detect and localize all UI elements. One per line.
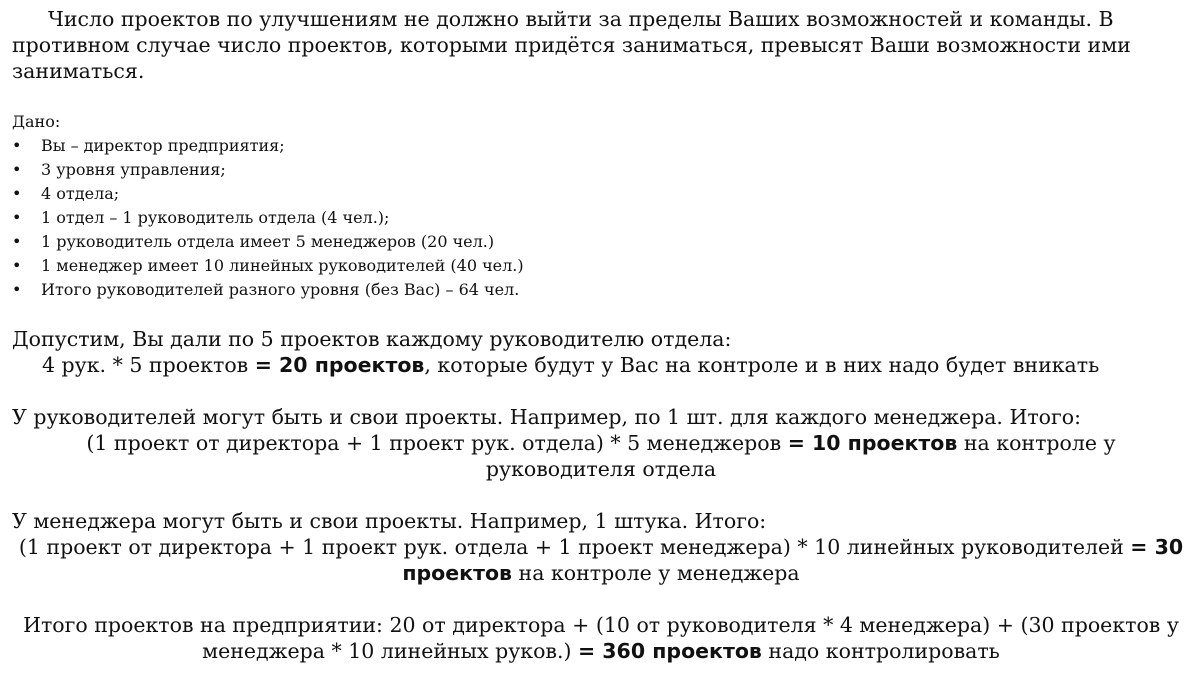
bullet-icon: • — [12, 232, 22, 251]
given-item: • Итого руководителей разного уровня (без Вас) – 64 чел. — [12, 278, 1190, 302]
spacer — [12, 586, 1190, 612]
block1-result: = 20 проектов — [254, 353, 425, 377]
bullet-icon: • — [12, 208, 22, 227]
given-item: • 3 уровня управления; — [12, 158, 1190, 182]
bullet-icon: • — [12, 136, 22, 155]
total-result: = 360 проектов — [577, 639, 762, 663]
bullet-icon: • — [12, 280, 22, 299]
given-item: • Вы – директор предприятия; — [12, 134, 1190, 158]
given-item: • 4 отдела; — [12, 182, 1190, 206]
block3-lead: У менеджера могут быть и свои проекты. Например, 1 штука. Итого: — [12, 509, 767, 533]
bullet-icon: • — [12, 256, 22, 275]
intro-paragraph: Число проектов по улучшениям не должно выйти за пределы Ваших возможностей и команды. В противном случае число проектов, которыми придётся заниматься, превысят Ваши возможности ими заниматься. — [12, 7, 1131, 83]
block2-formula: (1 проект от директора + 1 проект рук. отдела) * 5 менеджеров = 10 проектов на контроле у руководителя отдела — [86, 431, 1116, 481]
spacer — [12, 378, 1190, 404]
spacer — [12, 84, 1190, 110]
block3-formula: (1 проект от директора + 1 проект рук. отдела + 1 проект менеджера) * 10 линейных руководителей = 30 проектов на контроле у менеджера — [18, 535, 1184, 585]
spacer — [12, 302, 1190, 326]
given-list — [12, 134, 1190, 302]
bullet-icon: • — [12, 160, 22, 179]
block1-lead: Допустим, Вы дали по 5 проектов каждому руководителю отдела: — [12, 327, 732, 351]
bullet-icon: • — [12, 184, 22, 203]
total-formula: Итого проектов на предприятии: 20 от директора + (10 от руководителя * 4 менеджера) + (30 проектов у менеджера * 10 линейных руков.) = 360 проектов надо контролировать — [23, 613, 1179, 663]
document-page — [12, 6, 1190, 664]
block3-result: = 30 проектов — [402, 535, 1184, 585]
block1-formula: 4 рук. * 5 проектов = 20 проектов, которые будут у Вас на контроле и в них надо будет вникать — [42, 353, 1100, 377]
given-item: • 1 руководитель отдела имеет 5 менеджеров (20 чел.) — [12, 230, 1190, 254]
block2-result: = 10 проектов — [787, 431, 958, 455]
given-item: • 1 отдел – 1 руководитель отдела (4 чел.); — [12, 206, 1190, 230]
given-title: Дано: — [12, 112, 61, 131]
given-item: • 1 менеджер имеет 10 линейных руководителей (40 чел.) — [12, 254, 1190, 278]
spacer — [12, 482, 1190, 508]
block2-lead: У руководителей могут быть и свои проекты. Например, по 1 шт. для каждого менеджера. Итого: — [12, 405, 1082, 429]
